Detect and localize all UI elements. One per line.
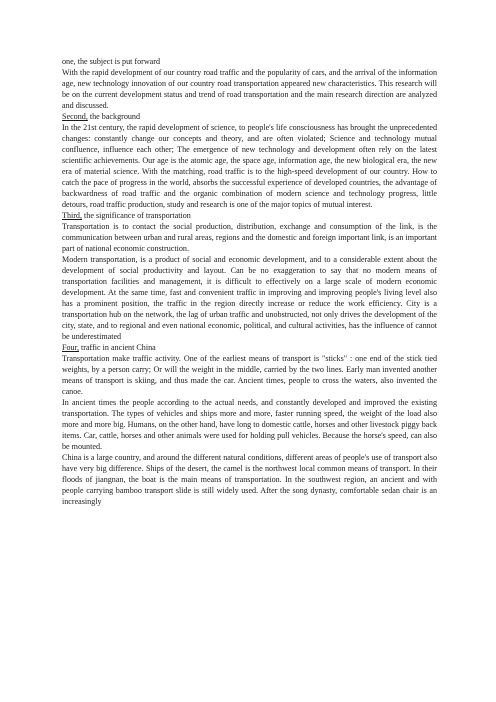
- section-heading-second: [62, 111, 437, 122]
- paragraph: Transportation is to contact the social production, distribution, exchange and consumption of the link, is the communication between urban and rural areas, regions and the domestic and foreign important link, is an important part of national economic construction.: [62, 222, 437, 253]
- heading-number: Third,: [62, 211, 83, 220]
- document-body: [62, 56, 437, 507]
- heading-text: the significance of transportation: [82, 211, 191, 220]
- paragraph: Transportation make traffic activity. One of the earliest means of transport is "sticks" : one end of the stick tied weights, by a person carry; Or will the weight in the middle, carried by the two lines. Early man invented another means of transport is skiing, and thus made the car. Ancient times, people to cross the waters, also invented the canoe.: [62, 354, 437, 396]
- paragraph: China is a large country, and around the different natural conditions, different areas of people's use of transport also have very big difference. Ships of the desert, the camel is the northwest local common means of transport. In their floods of jiangnan, the boat is the main means of transportation. In the southwest region, an ancient and with people carrying bamboo transport slide is still widely used. After the song dynasty, comfortable sedan chair is an increasingly: [62, 453, 437, 506]
- paragraph: In the 21st century, the rapid development of science, to people's life consciousness has brought the unprecedented changes: constantly change our concepts and theory, and are often violated; Science and technology mutual confluence, influence each other; The emergence of new technology and development often rely on the latest scientific achievements. Our age is the atomic age, the space age, information age, the new biological era, the new era of material science. With the matching, road traffic is to the high-speed development of our country. How to catch the pace of progress in the world, absorbs the successful experience of developed countries, the advantage of backwardness of road traffic and the organic combination of modern science and technology progress, little detours, road traffic production, study and research is one of the major topics of mutual interest.: [62, 123, 437, 209]
- heading-text: the background: [87, 112, 141, 121]
- section-heading-one: [62, 56, 437, 67]
- heading-number: Four,: [62, 343, 79, 352]
- paragraph: With the rapid development of our country road traffic and the popularity of cars, and the arrival of the information age, new technology innovation of our country road transportation appeared new characteristics. This research will be on the current development status and trend of road transportation and the main research direction are analyzed and discussed.: [62, 68, 437, 110]
- heading-text: traffic in ancient China: [79, 343, 156, 352]
- paragraph: Modern transportation, is a product of social and economic development, and to a considerable extent about the development of social productivity and layout. Can be no exaggeration to say that no modern means of transportation facilities and management, it is difficult to effectively on a large scale of modern economic development. At the same time, fast and convenient traffic in improving and improving people's living level also has a prominent position, the traffic in the region directly increase or reduce the work efficiency. City is a transportation hub on the network, the lag of urban traffic and unobstructed, not only drives the development of the city, state, and to regional and even national economic, political, and cultural activities, has the influence of cannot be underestimated: [62, 255, 437, 341]
- heading-text: the subject is put forward: [75, 57, 161, 66]
- section-heading-third: [62, 210, 437, 221]
- heading-number: one,: [62, 57, 76, 66]
- section-heading-four: [62, 342, 437, 353]
- heading-number: Second,: [62, 112, 88, 121]
- paragraph: In ancient times the people according to the actual needs, and constantly developed and improved the existing transportation. The types of vehicles and ships more and more, faster running speed, the weight of the load also more and more big. Humans, on the other hand, have long to domestic cattle, horses and other livestock piggy back items. Car, cattle, horses and other animals were used for holding pull vehicles. Because the horse's speed, can also be mounted.: [62, 398, 437, 451]
